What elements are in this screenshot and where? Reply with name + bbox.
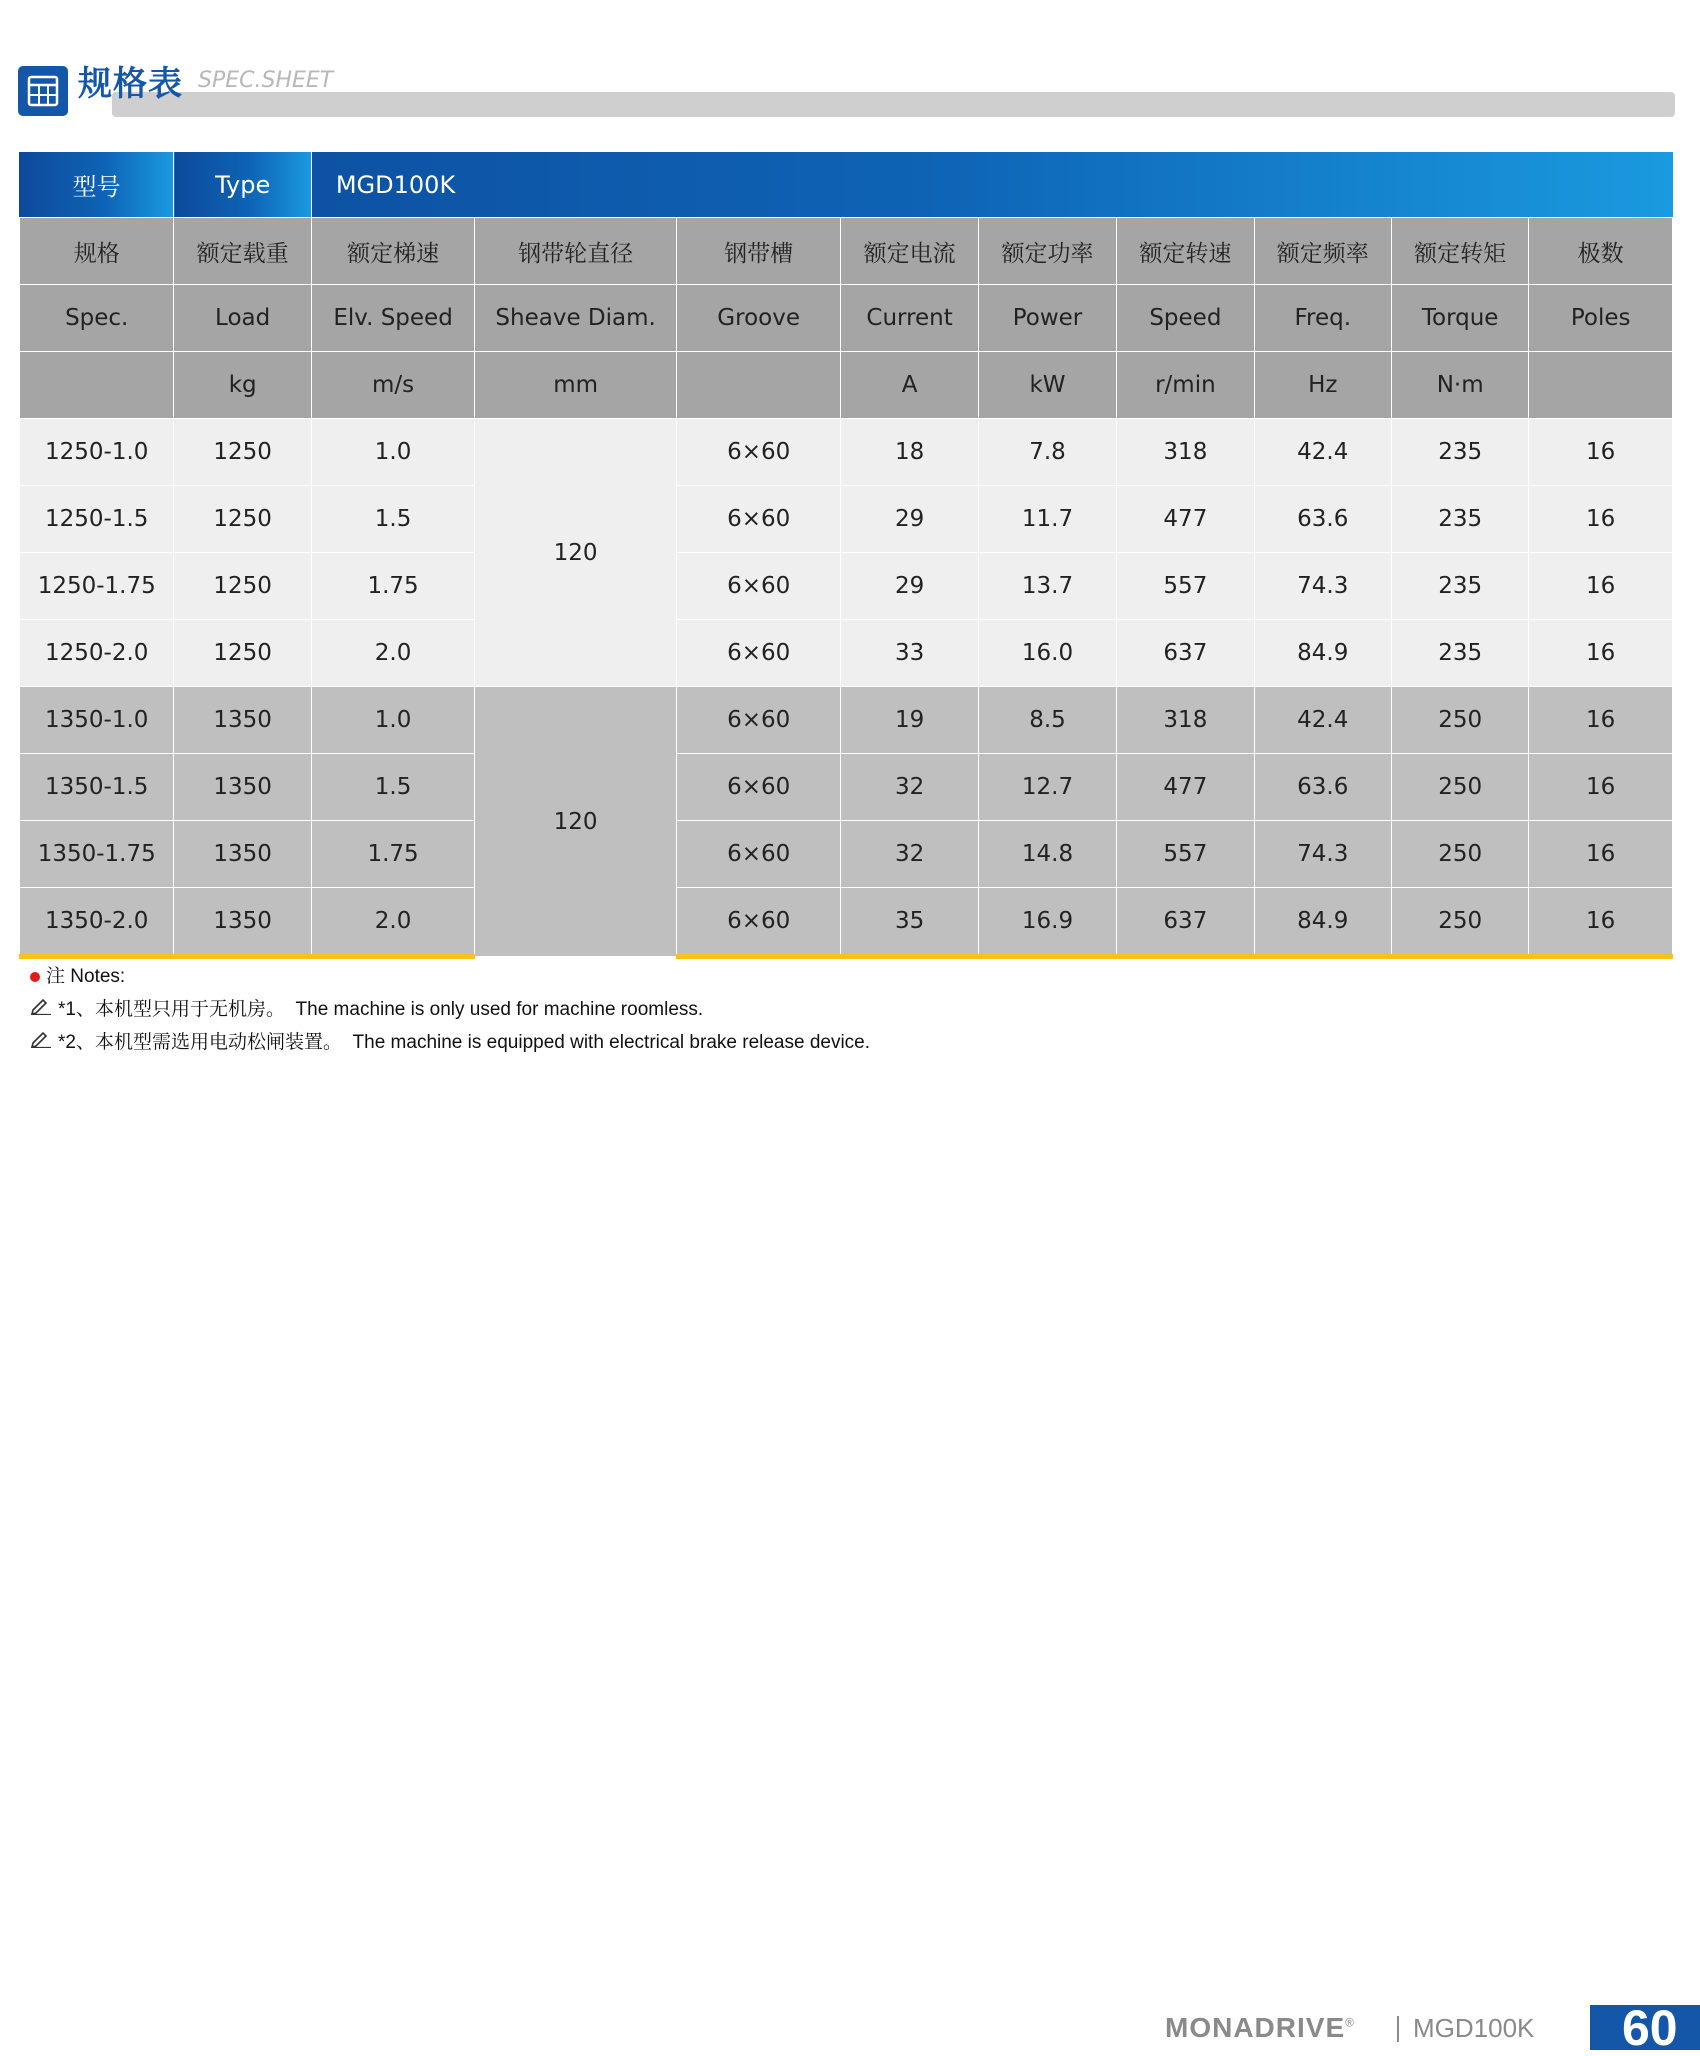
cell-freq: 84.9 — [1254, 888, 1391, 957]
cell-torque: 235 — [1391, 486, 1528, 553]
cell-groove: 6×60 — [676, 687, 840, 754]
cell-load: 1250 — [174, 486, 311, 553]
cell-poles: 16 — [1529, 419, 1673, 486]
cell-power: 12.7 — [978, 754, 1116, 821]
table-row — [20, 553, 1673, 620]
cell-spec: 1350-1.0 — [20, 687, 174, 754]
cell-speed: 1.5 — [311, 754, 474, 821]
header-cn-row — [20, 218, 1673, 285]
brand-logo: MONADRIVE® — [1165, 2012, 1355, 2043]
cell-power: 7.8 — [978, 419, 1116, 486]
cell-groove: 6×60 — [676, 486, 840, 553]
cell-rpm: 318 — [1117, 419, 1254, 486]
cell-current: 29 — [841, 486, 978, 553]
column-header: 额定频率 — [1254, 218, 1391, 285]
cell-poles: 16 — [1529, 620, 1673, 687]
note-item — [30, 993, 870, 1026]
page-title: 规格表 — [78, 64, 183, 104]
cell-rpm: 477 — [1117, 754, 1254, 821]
column-header: 额定梯速 — [311, 218, 474, 285]
cell-load: 1250 — [174, 419, 311, 486]
page-number-box — [1590, 2000, 1700, 2056]
column-header — [20, 352, 174, 419]
cell-speed: 1.75 — [311, 821, 474, 888]
cell-torque: 250 — [1391, 687, 1528, 754]
column-header: 规格 — [20, 218, 174, 285]
cell-groove: 6×60 — [676, 553, 840, 620]
cell-poles: 16 — [1529, 486, 1673, 553]
table-row — [20, 754, 1673, 821]
column-header: 额定电流 — [841, 218, 978, 285]
cell-power: 13.7 — [978, 553, 1116, 620]
model-name: MGD100K — [335, 170, 456, 199]
cell-load: 1350 — [174, 821, 311, 888]
column-header: Spec. — [20, 285, 174, 352]
cell-torque: 250 — [1391, 888, 1528, 957]
cell-current: 32 — [841, 821, 978, 888]
page-subtitle: SPEC.SHEET — [198, 68, 334, 93]
notes — [30, 960, 870, 1059]
cell-torque: 235 — [1391, 553, 1528, 620]
cell-poles: 16 — [1529, 754, 1673, 821]
column-header: 额定转速 — [1117, 218, 1254, 285]
sheave-diam-cell: 120 — [475, 419, 677, 687]
cell-rpm: 477 — [1117, 486, 1254, 553]
cell-rpm: 637 — [1117, 888, 1254, 957]
cell-spec: 1350-1.5 — [20, 754, 174, 821]
cell-current: 35 — [841, 888, 978, 957]
cell-current: 33 — [841, 620, 978, 687]
column-header: Elv. Speed — [311, 285, 474, 352]
note-cn: *1、本机型只用于无机房。 — [58, 999, 285, 1020]
cell-current: 19 — [841, 687, 978, 754]
column-header: kg — [174, 352, 311, 419]
cell-groove: 6×60 — [676, 754, 840, 821]
cell-rpm: 318 — [1117, 687, 1254, 754]
cell-rpm: 637 — [1117, 620, 1254, 687]
cell-freq: 42.4 — [1254, 419, 1391, 486]
cell-freq: 63.6 — [1254, 486, 1391, 553]
spec-table — [19, 152, 1673, 959]
cell-torque: 235 — [1391, 419, 1528, 486]
table-row — [20, 620, 1673, 687]
type-row — [20, 152, 1673, 218]
note-item — [30, 1026, 870, 1059]
cell-spec: 1250-1.5 — [20, 486, 174, 553]
cell-power: 14.8 — [978, 821, 1116, 888]
column-header: r/min — [1117, 352, 1254, 419]
notes-title: 注 Notes: — [30, 960, 870, 993]
table-row — [20, 888, 1673, 957]
column-header: Hz — [1254, 352, 1391, 419]
cell-rpm: 557 — [1117, 553, 1254, 620]
column-header: 极数 — [1529, 218, 1673, 285]
cell-load: 1350 — [174, 754, 311, 821]
cell-spec: 1250-2.0 — [20, 620, 174, 687]
table-row — [20, 687, 1673, 754]
note-en: The machine is equipped with electrical brake release device. — [352, 1032, 871, 1053]
page-number: 60 — [1622, 2000, 1678, 2056]
column-header: 钢带槽 — [676, 218, 840, 285]
cell-spec: 1350-2.0 — [20, 888, 174, 957]
column-header: Freq. — [1254, 285, 1391, 352]
cell-freq: 84.9 — [1254, 620, 1391, 687]
column-header: mm — [475, 352, 677, 419]
cell-spec: 1350-1.75 — [20, 821, 174, 888]
column-header: 钢带轮直径 — [475, 218, 677, 285]
cell-poles: 16 — [1529, 821, 1673, 888]
cell-speed: 1.0 — [311, 419, 474, 486]
cell-groove: 6×60 — [676, 620, 840, 687]
type-label-en: Type — [174, 152, 311, 218]
footer-divider — [1397, 2016, 1399, 2042]
cell-speed: 1.75 — [311, 553, 474, 620]
cell-poles: 16 — [1529, 888, 1673, 957]
cell-load: 1350 — [174, 687, 311, 754]
cell-power: 16.0 — [978, 620, 1116, 687]
units-row — [20, 352, 1673, 419]
column-header: Current — [841, 285, 978, 352]
column-header: 额定转矩 — [1391, 218, 1528, 285]
column-header: Torque — [1391, 285, 1528, 352]
cell-freq: 74.3 — [1254, 821, 1391, 888]
sheave-diam-cell: 120 — [475, 687, 677, 957]
cell-load: 1350 — [174, 888, 311, 957]
bullet-dot-icon — [30, 972, 40, 982]
cell-speed: 2.0 — [311, 888, 474, 957]
type-label-cn: 型号 — [20, 152, 174, 218]
cell-speed: 1.5 — [311, 486, 474, 553]
column-header — [676, 352, 840, 419]
cell-torque: 250 — [1391, 754, 1528, 821]
cell-freq: 63.6 — [1254, 754, 1391, 821]
column-header: Poles — [1529, 285, 1673, 352]
table-row — [20, 821, 1673, 888]
cell-speed: 1.0 — [311, 687, 474, 754]
column-header: N·m — [1391, 352, 1528, 419]
cell-load: 1250 — [174, 620, 311, 687]
cell-power: 8.5 — [978, 687, 1116, 754]
column-header: m/s — [311, 352, 474, 419]
cell-current: 29 — [841, 553, 978, 620]
cell-spec: 1250-1.75 — [20, 553, 174, 620]
column-header: Speed — [1117, 285, 1254, 352]
pencil-icon — [30, 993, 52, 1026]
note-en: The machine is only used for machine roomless. — [295, 999, 704, 1020]
cell-current: 18 — [841, 419, 978, 486]
cell-freq: 74.3 — [1254, 553, 1391, 620]
column-header: kW — [978, 352, 1116, 419]
cell-groove: 6×60 — [676, 821, 840, 888]
cell-groove: 6×60 — [676, 888, 840, 957]
cell-poles: 16 — [1529, 687, 1673, 754]
header-rule — [112, 92, 1675, 117]
footer-model: MGD100K — [1413, 2013, 1535, 2043]
cell-poles: 16 — [1529, 553, 1673, 620]
pencil-icon — [30, 1026, 52, 1059]
header-en-row — [20, 285, 1673, 352]
cell-spec: 1250-1.0 — [20, 419, 174, 486]
column-header — [1529, 352, 1673, 419]
cell-freq: 42.4 — [1254, 687, 1391, 754]
cell-current: 32 — [841, 754, 978, 821]
note-cn: *2、本机型需选用电动松闸装置。 — [58, 1032, 342, 1053]
cell-groove: 6×60 — [676, 419, 840, 486]
column-header: Load — [174, 285, 311, 352]
column-header: Sheave Diam. — [475, 285, 677, 352]
column-header: A — [841, 352, 978, 419]
column-header: Groove — [676, 285, 840, 352]
cell-load: 1250 — [174, 553, 311, 620]
column-header: 额定载重 — [174, 218, 311, 285]
cell-power: 16.9 — [978, 888, 1116, 957]
table-row — [20, 486, 1673, 553]
cell-rpm: 557 — [1117, 821, 1254, 888]
cell-torque: 250 — [1391, 821, 1528, 888]
cell-torque: 235 — [1391, 620, 1528, 687]
column-header: 额定功率 — [978, 218, 1116, 285]
cell-power: 11.7 — [978, 486, 1116, 553]
column-header: Power — [978, 285, 1116, 352]
cell-speed: 2.0 — [311, 620, 474, 687]
table-icon — [18, 66, 68, 116]
table-row — [20, 419, 1673, 486]
